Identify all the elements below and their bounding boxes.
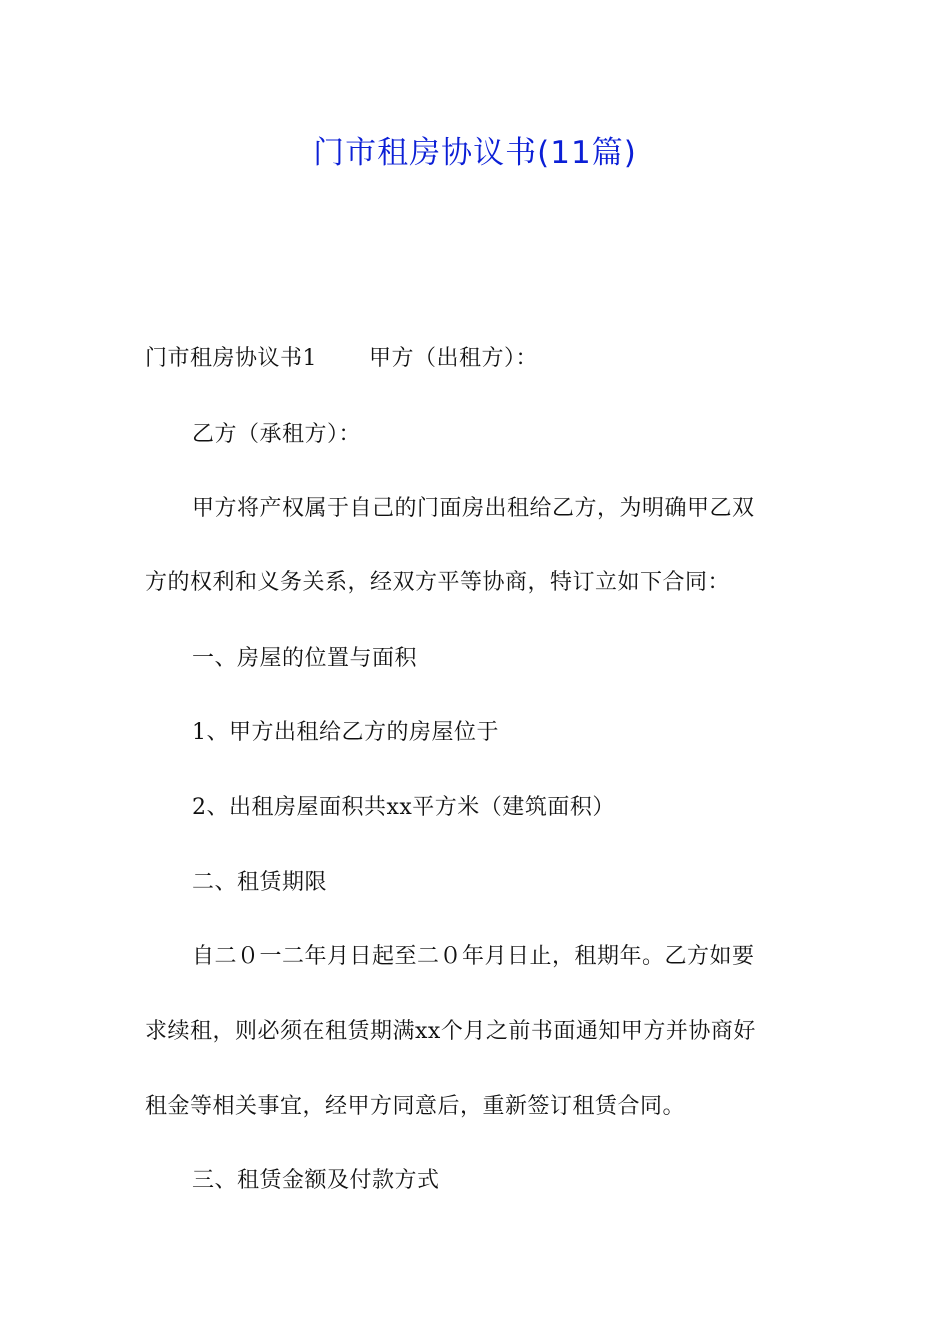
section-3-heading: 三、租赁金额及付款方式 — [192, 1168, 440, 1193]
document-title: 门市租房协议书(11篇) — [313, 135, 637, 171]
party-b-label: 乙方（承租方）： — [192, 422, 362, 447]
section-2-paragraph-line-2: 求续租，则必须在租赁期满xx个月之前书面通知甲方并协商好 — [145, 1019, 756, 1044]
party-a-label: 甲方（出租方）： — [369, 346, 539, 371]
intro-paragraph-line-1: 甲方将产权属于自己的门面房出租给乙方，为明确甲乙双 — [192, 496, 755, 521]
heading-line — [145, 344, 825, 374]
section-2-paragraph-line-3: 租金等相关事宜，经甲方同意后，重新签订租赁合同。 — [145, 1094, 686, 1119]
agreement-heading-label: 门市租房协议书1 — [145, 346, 317, 371]
section-2-paragraph-line-1: 自二０一二年月日起至二０年月日止，租期年。乙方如要 — [192, 944, 755, 969]
section-1-heading: 一、房屋的位置与面积 — [192, 646, 418, 671]
intro-paragraph-line-2: 方的权利和义务关系，经双方平等协商，特订立如下合同： — [145, 570, 731, 595]
section-1-item-1: 1、甲方出租给乙方的房屋位于 — [192, 720, 499, 745]
section-2-heading: 二、租赁期限 — [192, 870, 328, 895]
section-1-item-2: 2、出租房屋面积共xx平方米（建筑面积） — [192, 795, 615, 820]
